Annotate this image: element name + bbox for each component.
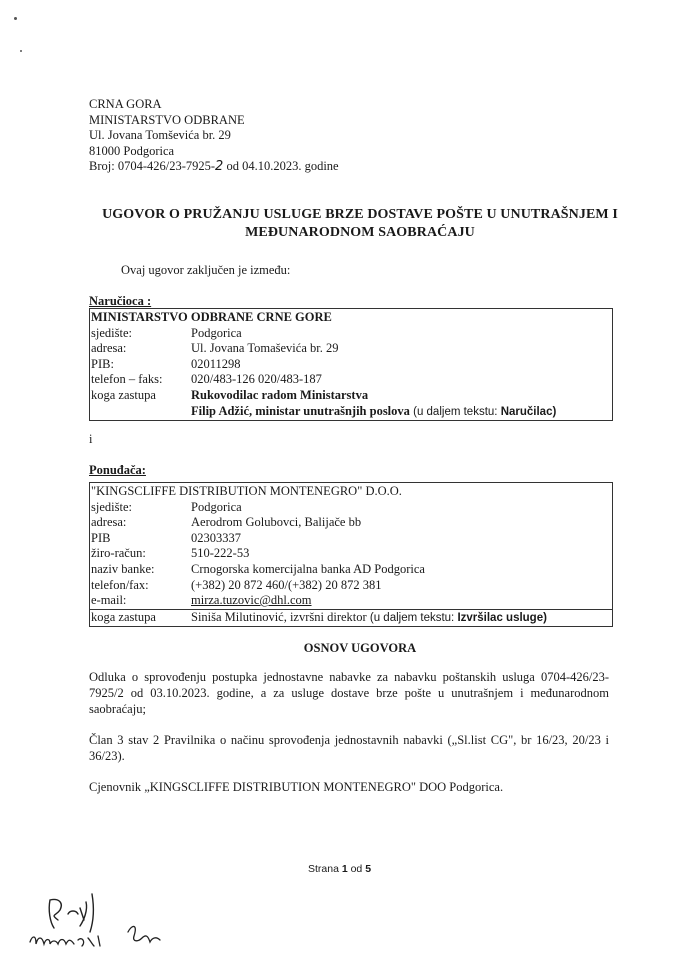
provider-row: naziv banke: Crnogorska komercijalna banka AD Podgorica	[91, 561, 425, 576]
page-footer: Strana 1 od 5	[307, 863, 372, 875]
header-city: 81000 Podgorica	[89, 143, 175, 158]
client-label: Naručioca :	[89, 294, 152, 308]
handwritten-signature	[20, 880, 190, 955]
header-country: CRNA GORA	[89, 97, 162, 111]
scan-speck	[20, 50, 22, 52]
document-title	[60, 206, 660, 242]
client-row: adresa: Ul. Jovana Tomaševića br. 29	[91, 341, 339, 356]
section-heading: OSNOV UGOVORA	[303, 641, 417, 655]
document-header	[89, 97, 339, 175]
scan-speck	[14, 17, 17, 20]
reference-number: Broj: 0704-426/23-7925-	[89, 159, 216, 173]
page-total: 5	[365, 863, 372, 875]
provider-row: adresa: Aerodrom Golubovci, Balijače bb	[91, 515, 362, 530]
provider-rep-name: Siniša Milutinović, izvršni direktor	[191, 609, 367, 624]
title-line-1: UGOVOR O PRUŽANJU USLUGE BRZE DOSTAVE POŠTE U UNUTRAŠNJEM I	[102, 207, 618, 222]
client-name: MINISTARSTVO ODBRANE CRNE GORE	[91, 310, 332, 324]
basis-paragraph-1: Odluka o sprovođenju postupka jednostavne nabavke za nabavku poštanskih usluga 0704-426/23-7925/2 od 03.10.2023. godine, a za usluge dostave brze pošte u unutrašnjem i međunarodnom saobraćaju;	[89, 670, 609, 716]
client-representative	[90, 404, 612, 421]
client-rep-suffix: (u daljem tekstu:	[409, 405, 501, 418]
provider-rep-role: Izvršilac usluge)	[457, 611, 547, 624]
header-street: Ul. Jovana Tomševića br. 29	[89, 128, 231, 142]
provider-row: sjedište: Podgorica	[91, 499, 242, 514]
provider-label: Ponuđača:	[89, 463, 146, 477]
provider-representative: koga zastupa Siniša Milutinović, izvršni direktor (u daljem tekstu: Izvršilac usluge)	[90, 609, 612, 627]
header-reference	[89, 159, 339, 175]
provider-row: žiro-račun: 510-222-53	[91, 546, 250, 561]
provider-box	[89, 482, 613, 627]
client-row: koga zastupa Rukovodilac radom Ministarstva	[91, 387, 369, 402]
provider-name: "KINGSCLIFFE DISTRIBUTION MONTENEGRO" D.O.O.	[91, 484, 402, 498]
provider-row: e-mail: mirza.tuzovic@dhl.com	[90, 593, 612, 609]
page-number: 1	[341, 863, 348, 875]
header-ministry: MINISTARSTVO ODBRANE	[89, 112, 245, 127]
provider-row: PIB 02303337	[91, 530, 241, 545]
client-box	[89, 308, 613, 421]
handwritten-digit: 2	[215, 159, 224, 174]
provider-row: telefon/fax: (+382) 20 872 460/(+382) 20 872 381	[91, 577, 382, 592]
title-line-2: MEĐUNARODNOM SAOBRAĆAJU	[245, 225, 475, 240]
basis-paragraph-2: Član 3 stav 2 Pravilnika o načinu sprovođenja jednostavnih nabavki („Sl.list CG", br 16/23, 20/23 i 36/23).	[89, 733, 609, 763]
client-row: sjedište: Podgorica	[91, 325, 242, 340]
intro-text: Ovaj ugovor zaključen je između:	[121, 263, 291, 277]
provider-email-link[interactable]: mirza.tuzovic@dhl.com	[191, 593, 312, 608]
basis-paragraph-3: Cjenovnik „KINGSCLIFFE DISTRIBUTION MONTENEGRO" DOO Podgorica.	[89, 780, 504, 794]
reference-date: od 04.10.2023. godine	[223, 159, 339, 173]
client-row: PIB: 02011298	[91, 356, 241, 371]
client-rep-role: Naručilac)	[500, 405, 557, 418]
client-row: telefon – faks: 020/483-126 020/483-187	[91, 372, 322, 387]
conjunction: i	[89, 432, 93, 446]
client-rep-name: Filip Adžić, ministar unutrašnjih poslova	[191, 403, 410, 418]
provider-rep-suffix: (u daljem tekstu:	[366, 611, 458, 624]
